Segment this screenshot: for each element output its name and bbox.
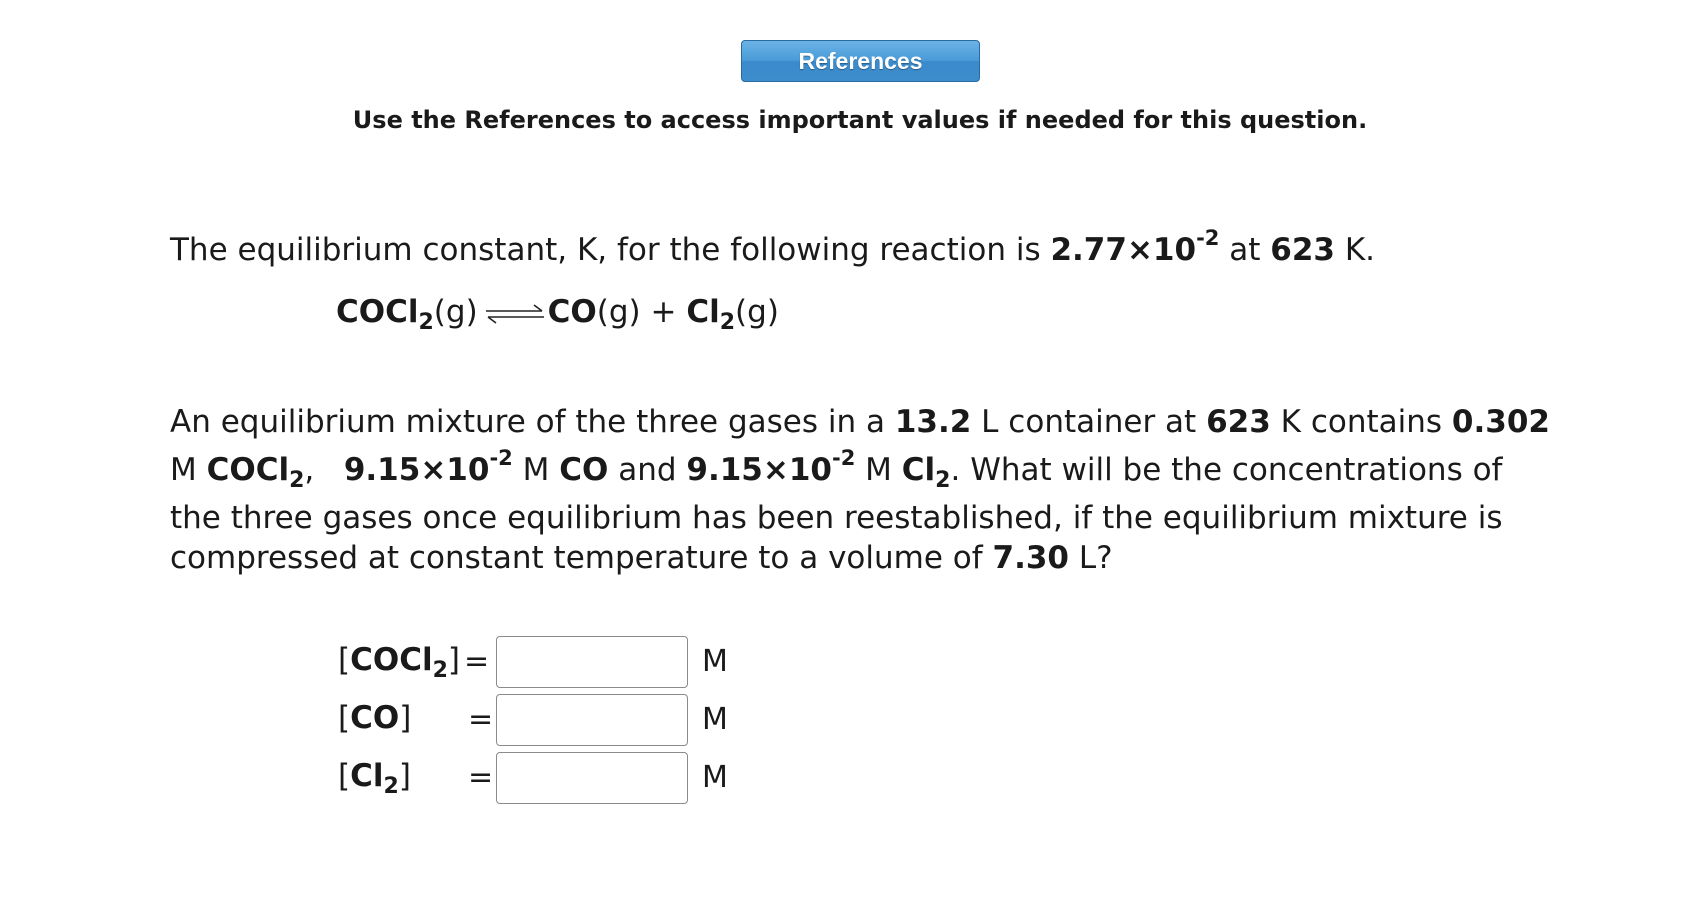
- question-line-1: An equilibrium mixture of the three gases in a 13.2 L container at 623 K contains 0.302: [170, 404, 1550, 440]
- reaction-equation: COCl$_2$(g) $CO(g) + Cl_2(g)$: [336, 294, 779, 336]
- question-line-2: M COCl$_2$, $9.15\times 10^{-2}$ M CO and $9.15\times 10^{-2}$ M $Cl_2$. What will be the concentrations of: [170, 445, 1503, 494]
- question-line-4: compressed at constant temperature to a volume of 7.30 L?: [170, 540, 1113, 576]
- equals-sign: =: [468, 702, 494, 737]
- co-concentration-input[interactable]: [496, 694, 688, 746]
- unit-label: M: [702, 760, 728, 795]
- answer-label-co: [CO]: [338, 700, 412, 736]
- references-button[interactable]: References: [741, 40, 980, 82]
- answer-label-cocl2: [COCl$_2$]: [338, 642, 461, 684]
- question-body: [170, 398, 1550, 582]
- instruction-note: Use the References to access important values if needed for this question.: [352, 106, 1368, 134]
- equals-sign: =: [468, 760, 494, 795]
- question-line-3: the three gases once equilibrium has been reestablished, if the equilibrium mixture is: [170, 500, 1503, 536]
- equilibrium-arrow-icon: [484, 304, 546, 324]
- unit-label: M: [702, 702, 728, 737]
- equals-sign: =: [464, 644, 490, 679]
- question-intro: The equilibrium constant, K, for the following reaction is $2.77\times 10^{-2}$ at 623 K.: [170, 225, 1376, 268]
- cocl2-concentration-input[interactable]: [496, 636, 688, 688]
- unit-label: M: [702, 644, 728, 679]
- cl2-concentration-input[interactable]: [496, 752, 688, 804]
- answer-label-cl2: $[Cl_2]$: [338, 758, 411, 800]
